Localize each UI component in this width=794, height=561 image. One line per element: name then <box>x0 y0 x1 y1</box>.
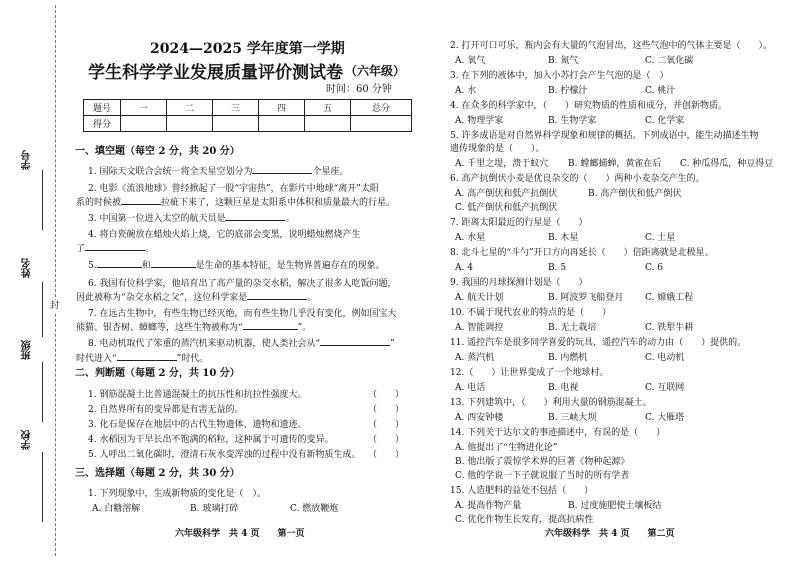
choice-option[interactable]: B. 木星 <box>548 233 579 243</box>
choice-option[interactable]: A. 4 <box>455 263 473 273</box>
choice-option[interactable]: C. 种瓜得瓜，种豆得豆 <box>680 159 774 169</box>
choice-option[interactable]: C. 燃放鞭炮 <box>290 504 339 514</box>
answer-blank[interactable] <box>243 329 298 330</box>
score-header-cell: 五 <box>305 100 351 116</box>
choice-option[interactable]: C. 土星 <box>645 233 676 243</box>
choice-q10: 10. 不属于现代农业的特点的是（ ） <box>450 308 612 318</box>
fill-q8-line2: 时代进入“ ”时代。 <box>76 354 209 364</box>
fill-q8-line1: 8. 电动机取代了笨重的蒸汽机来驱动机器，使人类社会从“ ” <box>88 339 395 349</box>
choice-option[interactable]: B. 他出版了震惊学术界的巨著《物种起源》 <box>455 457 630 467</box>
choice-option[interactable]: B. 柠檬汁 <box>548 86 588 96</box>
choice-option[interactable]: A. 智能调控 <box>455 323 504 333</box>
score-header-cell: 总分 <box>351 100 412 116</box>
score-cell[interactable] <box>121 116 167 132</box>
exam-time: 时间：60 分钟 <box>326 84 392 95</box>
fill-q4-line1: 4. 将白瓷碗放在蜡烛火焰上烧，它的底部会变黑，说明蜡烛燃烧产生 <box>88 230 361 240</box>
choice-option[interactable]: C. 互联网 <box>645 383 685 393</box>
score-cell[interactable] <box>213 116 259 132</box>
score-cell[interactable] <box>351 116 412 132</box>
fill-q6-line1: 6. 我国有位科学家，他培育出了高产量的杂交水稻，解决了很多人吃饭问题， <box>88 279 397 289</box>
choice-option[interactable]: B. 生物学家 <box>548 116 597 126</box>
choice-option[interactable]: B. 无土栽培 <box>548 323 597 333</box>
score-cell[interactable] <box>167 116 213 132</box>
judge-q4: 4. 水稻因为干旱长出不饱满的稻粒，这种属于可遗传的变异。 <box>88 435 334 445</box>
choice-option[interactable]: B. 电视 <box>548 383 579 393</box>
exam-title: 学生科学学业发展质量评价测试卷 <box>88 63 343 83</box>
section-choice-title: 三、选择题（每题 2 分，共 30 分） <box>75 468 240 479</box>
class-line <box>42 362 43 422</box>
student-id-line <box>42 170 43 230</box>
choice-option[interactable]: B. 玻璃打碎 <box>190 504 239 514</box>
score-row-label: 得分 <box>84 116 121 132</box>
choice-q4: 4. 在众多的科学家中，（ ）研究物质的性质和成分，并创新物质。 <box>450 101 727 111</box>
choice-q7: 7. 距离太阳最近的行星是（ ） <box>450 218 588 228</box>
judge-q3: 3. 化石是保存在地层中的古代生物遗体、遗物和遗迹。 <box>88 420 307 430</box>
answer-blank[interactable] <box>247 299 307 300</box>
judge-q2: 2. 自然界所有的变异都是有害无益的。 <box>88 405 244 415</box>
seal-mark: 封 <box>50 301 60 311</box>
class-label: 班级 <box>22 340 33 360</box>
choice-q11: 11. 遥控汽车是很多同学喜爱的玩具，遥控汽车的动力由（ ）提供的。 <box>450 338 747 348</box>
section-fill-title: 一、填空题（每空 2 分，共 20 分） <box>75 146 240 157</box>
fill-q2-line2: 系的时候被 拉疵下来了，这颗巨星是太阳系中体积和质量最大的行星。 <box>76 198 396 208</box>
fill-q6-line2: 因此被称为“杂交水稻之父”，这位科学家是 。 <box>76 293 317 303</box>
answer-blank[interactable] <box>117 360 177 361</box>
judge-q1: 1. 钢筋混凝土比普通混凝土的抗压性和抗拉性强度大。 <box>88 390 307 400</box>
choice-option[interactable]: A. 西安钟楼 <box>455 413 504 423</box>
choice-q14: 14. 下列关于达尔文的事迹描述中，有误的是（ ） <box>450 428 666 438</box>
choice-option[interactable]: A. 物理学家 <box>455 116 504 126</box>
choice-q13: 13. 下列建筑中，（ ）利用大量的钢筋混凝土。 <box>450 398 652 408</box>
choice-option[interactable]: C. 化学家 <box>645 116 685 126</box>
choice-option[interactable]: C. 嫦娥工程 <box>645 293 694 303</box>
choice-option[interactable]: B. 阿波罗飞船登月 <box>548 293 624 303</box>
student-name-line <box>42 282 43 337</box>
answer-blank[interactable] <box>121 204 161 205</box>
judge-answer-box[interactable]: （ ） <box>368 390 405 400</box>
judge-q5: 5. 人呼出二氧化碳时，澄清石灰水变浑浊的过程中没有新物质生成。 <box>88 450 361 460</box>
choice-option[interactable]: C. 6 <box>645 263 664 273</box>
choice-q15: 15. 人造肥料的益处不包括（ ） <box>450 486 594 496</box>
score-header-cell: 三 <box>213 100 259 116</box>
student-name-label: 姓名 <box>22 258 33 278</box>
choice-option[interactable]: A. 水 <box>455 86 477 96</box>
fill-q7-line2: 熊猫、银杏树、蟑螂等，这些生物被称为“ ”。 <box>76 323 312 333</box>
choice-option[interactable]: C. 优化作物生长发育，提高抗病性 <box>455 515 594 525</box>
answer-blank[interactable] <box>97 267 142 268</box>
answer-blank[interactable] <box>151 267 196 268</box>
fill-q5: 5. 和 是生命的基本特征，是生物界普遍存在的现象。 <box>88 261 385 271</box>
choice-q1: 1. 下列现象中，生成新物质的变化是（ ）。 <box>88 489 266 499</box>
choice-q9: 9. 我国的月球探测计划是（ ） <box>450 278 588 288</box>
choice-option[interactable]: A. 高产倒伏和低产抗倒伏 <box>455 189 558 199</box>
school-line <box>42 452 43 522</box>
fill-q1: 1. 国际天文联合会统一将全天星空划分为 个星座。 <box>88 167 349 177</box>
student-id-label: 学号 <box>22 150 33 170</box>
choice-option[interactable]: B. 5 <box>548 263 567 273</box>
choice-option[interactable]: C. 大雁塔 <box>645 413 685 423</box>
school-label: 学校 <box>22 430 33 450</box>
choice-option[interactable]: A. 他提出了“生物进化论” <box>455 443 558 453</box>
score-header-cell: 二 <box>167 100 213 116</box>
score-header-cell: 一 <box>121 100 167 116</box>
choice-q12: 12.（ ）让世界变成了一个地球村。 <box>450 368 609 378</box>
grade-label: （六年级） <box>345 64 406 78</box>
answer-blank[interactable] <box>225 220 285 221</box>
score-header-cell: 四 <box>259 100 305 116</box>
score-header-cell: 题号 <box>84 100 121 116</box>
judge-answer-box[interactable]: （ ） <box>368 435 405 445</box>
choice-option[interactable]: C. 二氧化碳 <box>645 56 694 66</box>
choice-option[interactable]: B. 螳螂捕蝉，黄雀在后 <box>568 159 662 169</box>
binding-dashed-line <box>55 5 56 556</box>
choice-q2: 2. 打开可口可乐，瓶内会有大量的气泡冒出，这些气泡中的气体主要是（ ）。 <box>450 41 772 51</box>
choice-option[interactable]: A. 氧气 <box>455 56 486 66</box>
judge-answer-box[interactable]: （ ） <box>368 405 405 415</box>
school-year-title: 2024—2025 学年度第一学期 <box>150 41 345 57</box>
score-table <box>83 99 412 132</box>
choice-option[interactable]: A. 航天计划 <box>455 293 504 303</box>
choice-option[interactable]: A. 蒸汽机 <box>455 353 495 363</box>
choice-option[interactable]: B. 三峡大坝 <box>548 413 597 423</box>
choice-option[interactable]: A. 白糖溶解 <box>92 504 141 514</box>
answer-blank[interactable] <box>320 345 390 346</box>
choice-q5-line2: 遗传现象的是（ ）。 <box>450 144 545 154</box>
choice-q3: 3. 在下列的液体中，加入小苏打会产生气泡的是（ ） <box>450 71 669 81</box>
choice-q8: 8. 北斗七星的“斗勺”开口方向再延长（ ）倍距离就是北极星。 <box>450 248 714 258</box>
fill-q3: 3. 中国第一位进入太空的航天员是 。 <box>88 214 295 224</box>
choice-option[interactable]: B. 过度施肥使土壤板结 <box>568 501 662 511</box>
choice-option[interactable]: A. 千里之堤，溃于蚁穴 <box>455 159 549 169</box>
choice-option[interactable]: A. 提高作物产量 <box>455 501 522 511</box>
score-row <box>84 116 412 132</box>
choice-option[interactable]: C. 铁犁牛耕 <box>645 323 694 333</box>
choice-option[interactable]: B. 内燃机 <box>548 353 588 363</box>
page-footer-left: 六年级科学 共 4 页 第一页 <box>175 529 305 539</box>
score-cell[interactable] <box>305 116 351 132</box>
choice-option[interactable]: B. 氮气 <box>548 56 579 66</box>
choice-option[interactable]: C. 他的学说一下子就说服了当时的所有学者 <box>455 471 630 481</box>
judge-answer-box[interactable]: （ ） <box>368 450 405 460</box>
choice-option[interactable]: B. 高产倒伏和低产倒伏 <box>588 189 682 199</box>
choice-q6: 6. 高产抗倒伏小麦是优良杂交的（ ）两种小麦杂交产生的。 <box>450 174 705 184</box>
choice-option[interactable]: C. 电动机 <box>645 353 685 363</box>
choice-option[interactable]: C. 桃汁 <box>645 86 676 96</box>
choice-q5-line1: 5. 许多成语是对自然界科学现象和规律的概括。下列成语中，能生动描述生物 <box>450 131 759 141</box>
page-footer-right: 六年级科学 共 4 页 第二页 <box>545 529 675 539</box>
score-header-row <box>84 100 412 116</box>
fill-q4-line2: 了 。 <box>76 244 155 254</box>
choice-option[interactable]: A. 电话 <box>455 383 486 393</box>
judge-answer-box[interactable]: （ ） <box>368 420 405 430</box>
score-cell[interactable] <box>259 116 305 132</box>
choice-option[interactable]: C. 低产倒伏和低产抗倒伏 <box>455 203 558 213</box>
section-judge-title: 二、判断题（每题 2 分，共 10 分） <box>75 368 240 379</box>
fill-q2-line1: 2. 电影《流浪地球》曾经掀起了一股“宇宙热”，在影片中地球“离开”太阳 <box>88 184 379 194</box>
fill-q7-line1: 7. 在远古生物中，有些生物已经灭绝，而有些生物几乎没有变化，例如国宝大 <box>88 309 397 319</box>
answer-blank[interactable] <box>85 250 145 251</box>
answer-blank[interactable] <box>252 173 312 174</box>
choice-option[interactable]: A. 水星 <box>455 233 486 243</box>
